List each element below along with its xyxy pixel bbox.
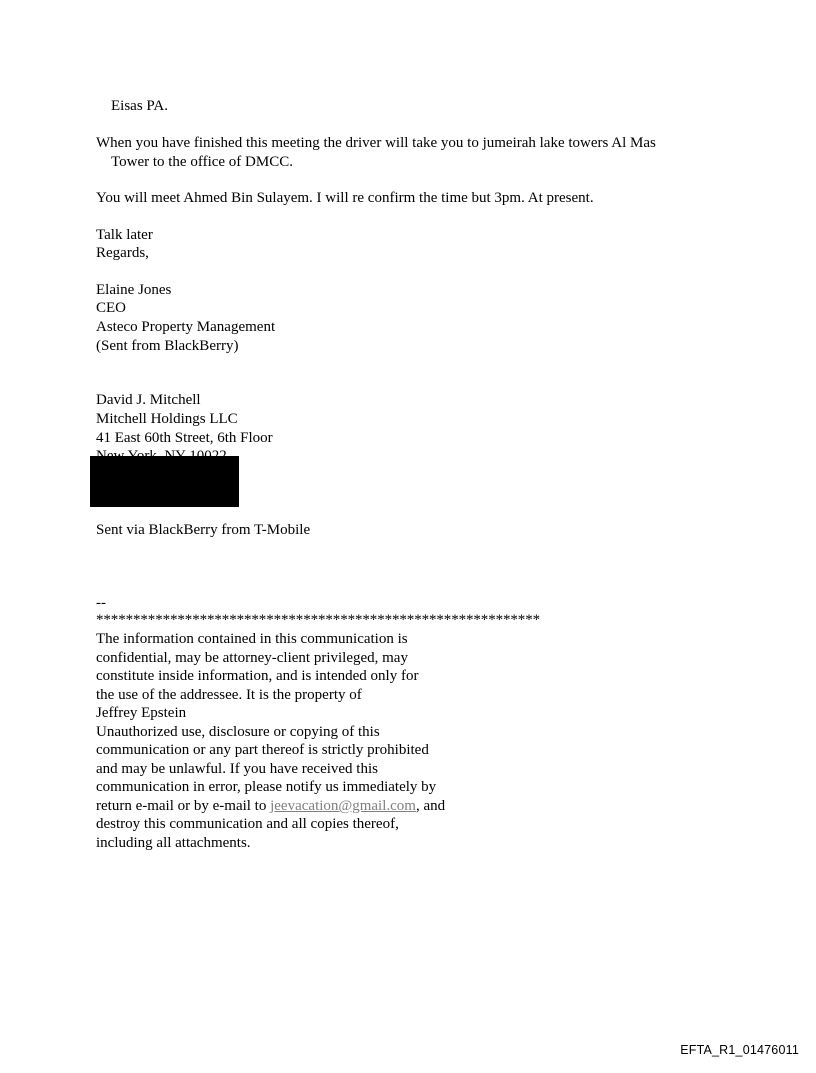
disclaimer-line: including all attachments. bbox=[96, 835, 251, 851]
text-line: You will meet Ahmed Bin Sulayem. I will re confirm the time but 3pm. At present. bbox=[96, 190, 594, 206]
text-line: When you have finished this meeting the driver will take you to jumeirah lake towers Al Mas bbox=[96, 135, 656, 151]
separator-stars: ************************************************************ bbox=[96, 612, 541, 628]
disclaimer-text: , and bbox=[415, 798, 446, 814]
disclaimer-line: and may be unlawful. If you have received this bbox=[96, 761, 378, 777]
text-line: Tower to the office of DMCC. bbox=[111, 154, 293, 170]
disclaimer-line: Unauthorized use, disclosure or copying of this bbox=[96, 724, 380, 740]
signature-company: Asteco Property Management bbox=[96, 319, 276, 335]
sender-name: David J. Mitchell bbox=[96, 392, 201, 408]
disclaimer-line: the use of the addressee. It is the property of bbox=[96, 687, 362, 703]
signature-title: CEO bbox=[96, 300, 126, 316]
sender-company: Mitchell Holdings LLC bbox=[96, 411, 238, 427]
text-line: Regards, bbox=[96, 245, 149, 261]
disclaimer-line: destroy this communication and all copies thereof, bbox=[96, 816, 399, 832]
text-line: Eisas PA. bbox=[111, 98, 168, 114]
sender-sent-via: Sent via BlackBerry from T-Mobile bbox=[96, 522, 311, 538]
email-link[interactable]: jeevacation@gmail.com bbox=[270, 798, 416, 814]
disclaimer-line: communication in error, please notify us immediately by bbox=[96, 779, 437, 795]
disclaimer-line: The information contained in this communication is bbox=[96, 631, 408, 647]
document-id: EFTA_R1_01476011 bbox=[680, 1043, 799, 1057]
disclaimer-text: return e-mail or by e-mail to bbox=[96, 798, 271, 814]
signature-sent-from: (Sent from BlackBerry) bbox=[96, 338, 239, 354]
signature-name: Elaine Jones bbox=[96, 282, 172, 298]
disclaimer-email-line bbox=[96, 797, 445, 816]
redaction-box bbox=[90, 456, 239, 507]
separator-dashes: -- bbox=[96, 595, 106, 611]
sender-address: 41 East 60th Street, 6th Floor bbox=[96, 430, 273, 446]
disclaimer-line: Jeffrey Epstein bbox=[96, 705, 187, 721]
disclaimer-line: confidential, may be attorney-client privileged, may bbox=[96, 650, 408, 666]
disclaimer-line: constitute inside information, and is intended only for bbox=[96, 668, 419, 684]
disclaimer-line: communication or any part thereof is strictly prohibited bbox=[96, 742, 429, 758]
text-line: Talk later bbox=[96, 227, 153, 243]
